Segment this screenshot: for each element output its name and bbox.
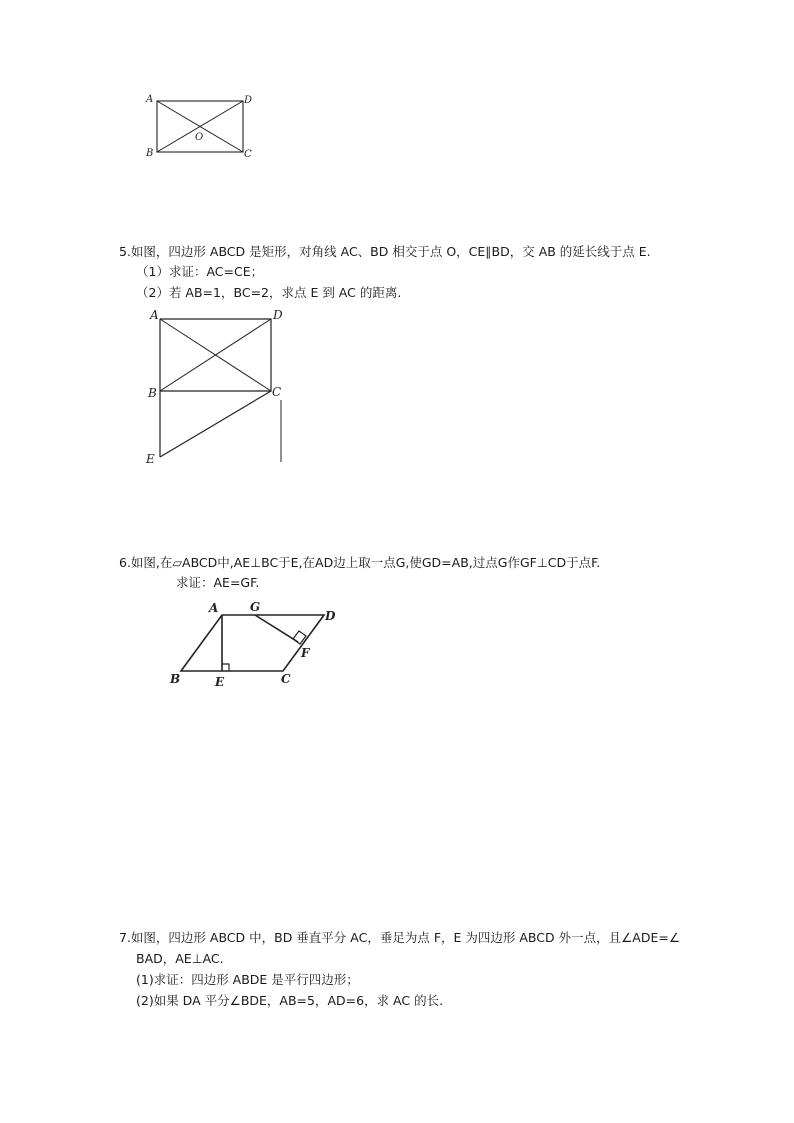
problem5-part2: （2）若 AB=1，BC=2，求点 E 到 AC 的距离. [136,285,402,300]
figure5-label-d: D [273,308,283,322]
figure1-label-d: D [244,95,253,106]
figure1-label-b: B [146,148,154,159]
figure5-label-a: A [150,308,159,322]
figure-rectangle-abcd [140,90,260,162]
problem7-part1: (1)求证：四边形 ABDE 是平行四边形； [136,972,359,987]
figure6-label-c: C [281,672,291,686]
figure5-label-b: B [148,386,157,400]
problem5-part1: （1）求证：AC=CE； [136,264,264,279]
figure5-label-c: C [272,385,282,399]
figure6-label-a: A [209,601,219,615]
problem7-statement-cont: BAD，AE⊥AC. [136,951,224,966]
figure6-label-b: B [170,672,181,686]
problem6-prove: 求证：AE=GF. [176,575,260,590]
figure1-label-a: A [146,94,154,105]
figure1-label-c: C [244,149,252,160]
problem7-part2: (2)如果 DA 平分∠BDE，AB=5，AD=6，求 AC 的长. [136,993,444,1008]
problem7-statement: 7.如图，四边形 ABCD 中，BD 垂直平分 AC，垂足为点 F，E 为四边形 ABCD 外一点，且∠ADE=∠ [119,930,681,945]
figure6-label-d: D [325,609,336,623]
figure5-label-e: E [146,452,155,466]
problem5-statement: 5.如图，四边形 ABCD 是矩形，对角线 AC、BD 相交于点 O，CE∥BD，交 AB 的延长线于点 E. [119,244,651,259]
figure1-label-o: O [195,132,204,143]
figure-rectangle-with-extension [140,304,300,469]
figure6-label-e: E [215,675,225,689]
figure6-label-f: F [301,646,310,660]
figure-parallelogram-abcd [165,597,345,689]
figure6-label-g: G [250,600,261,614]
problem6-statement: 6.如图,在▱ABCD中,AE⊥BC于E,在AD边上取一点G,使GD=AB,过点G作GF⊥CD于点F. [119,555,601,570]
